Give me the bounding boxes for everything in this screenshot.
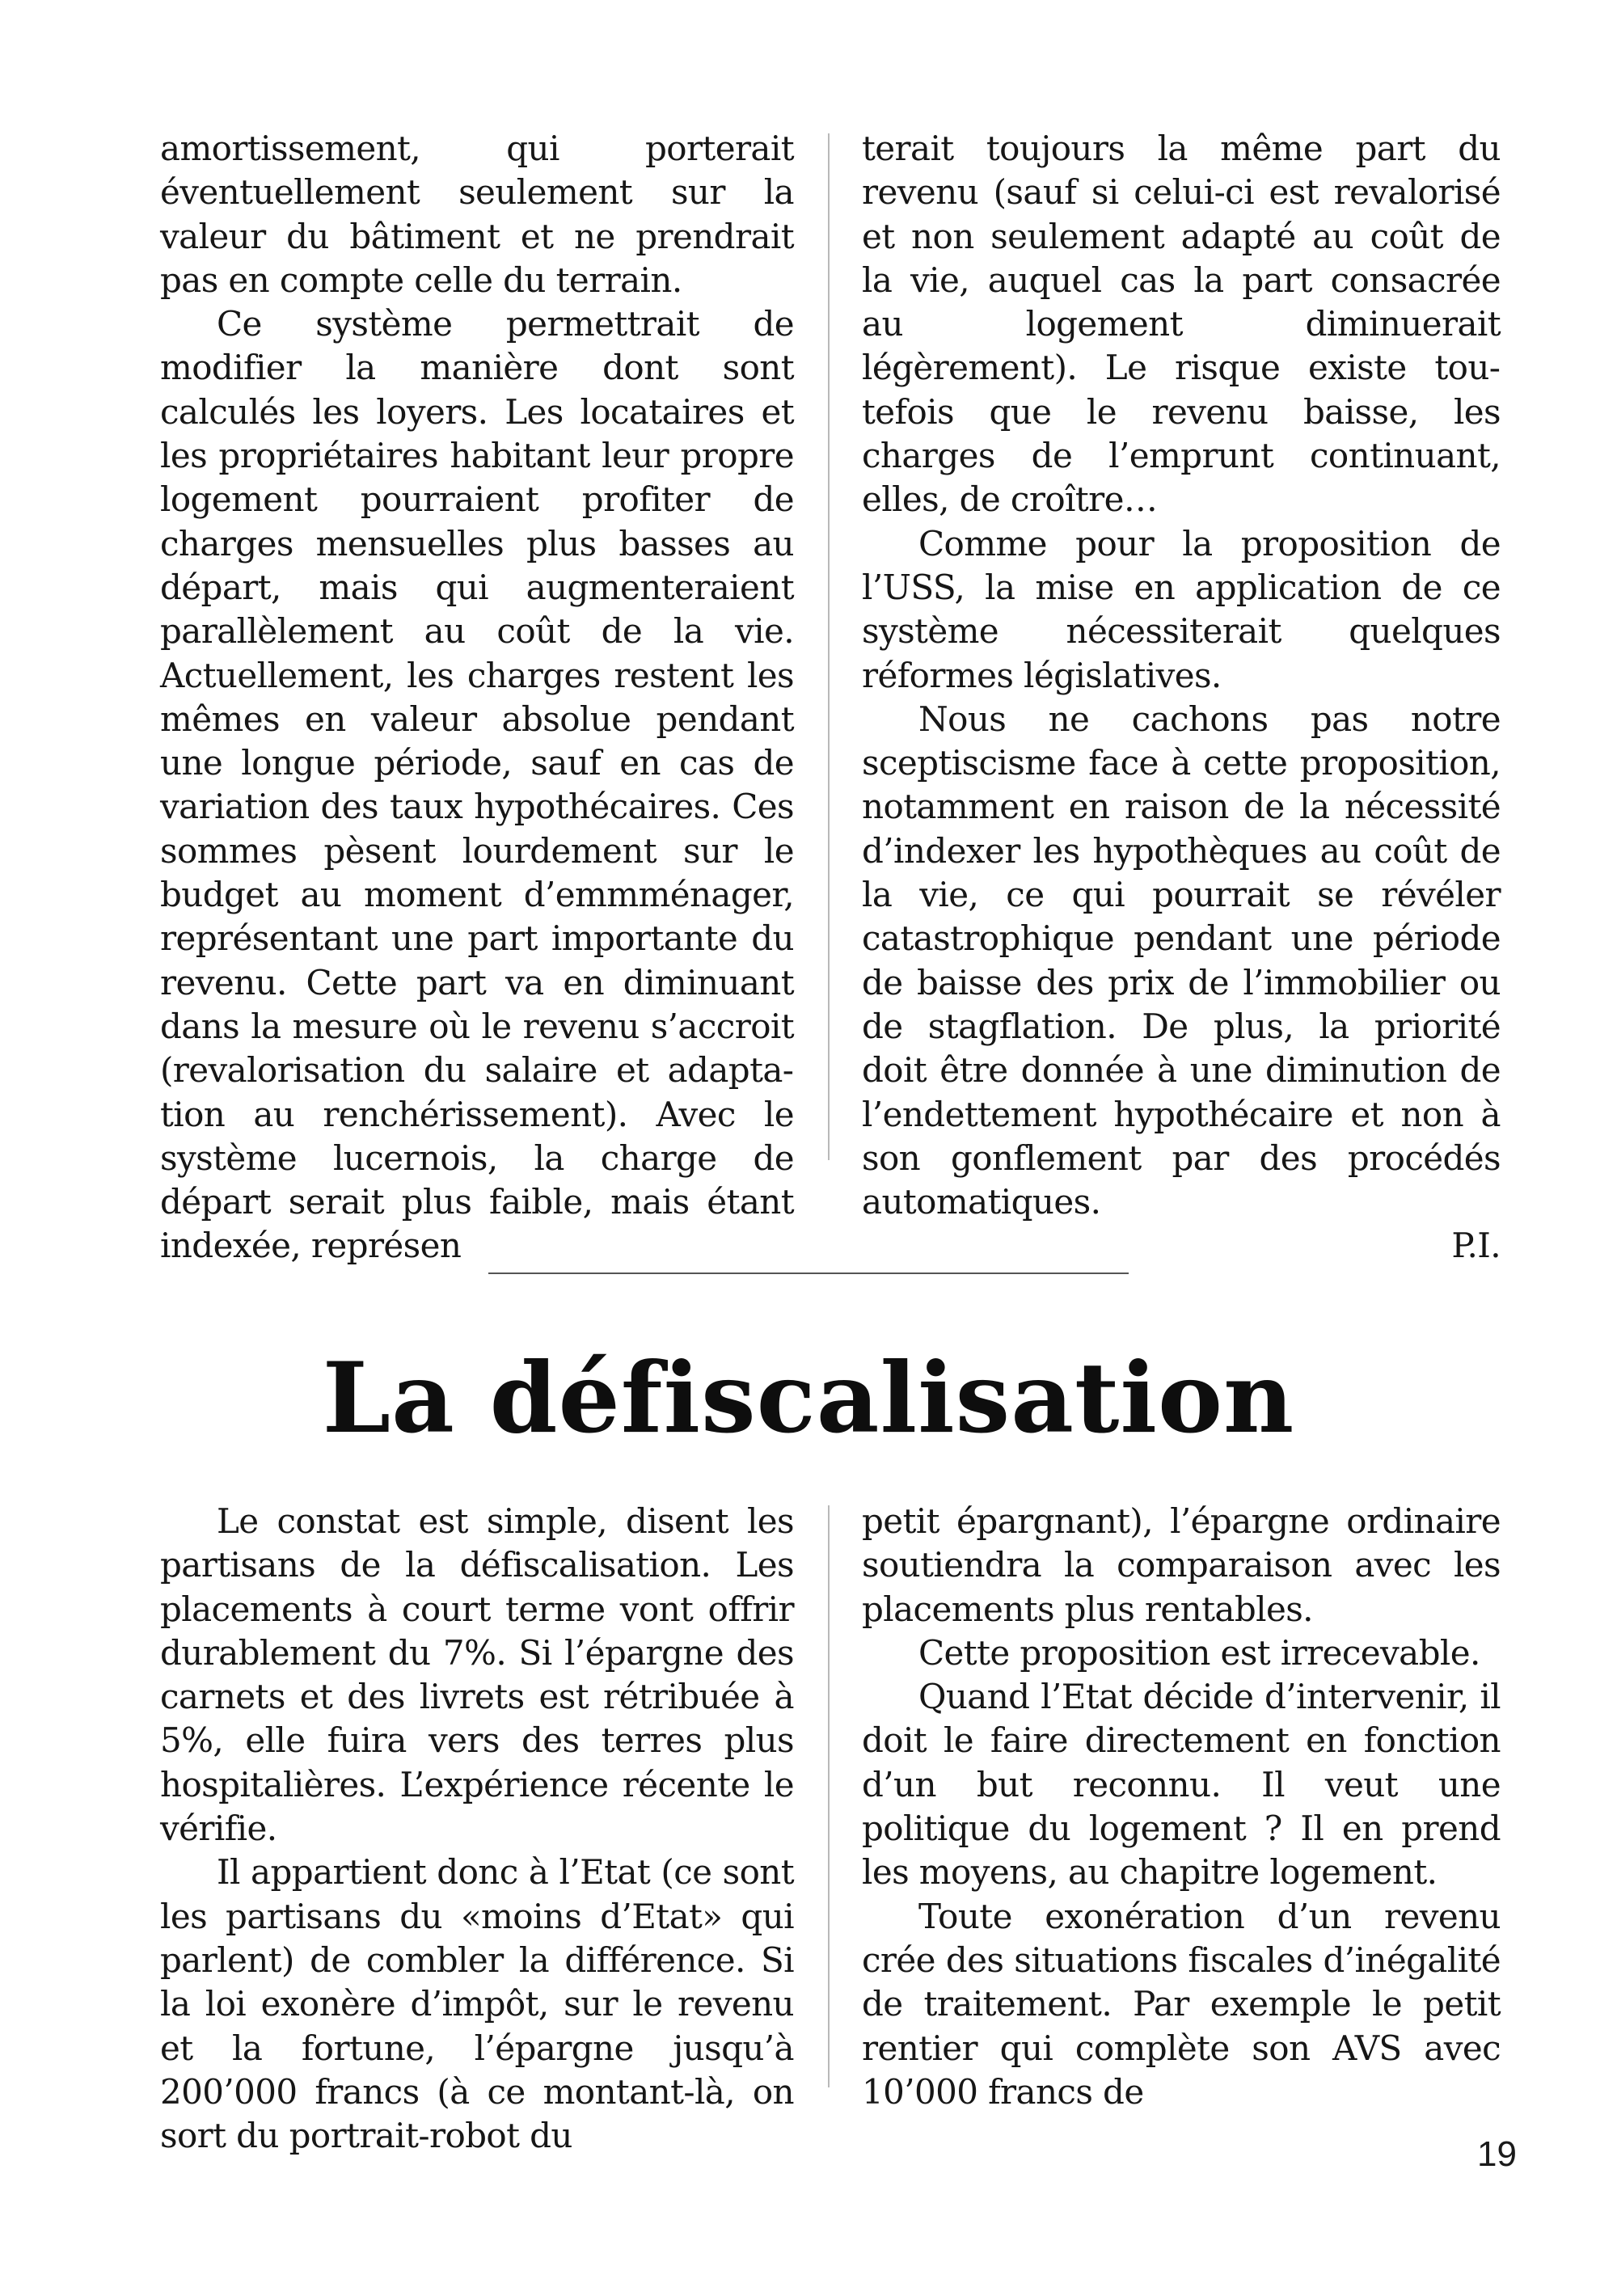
top-left-column <box>160 127 794 1268</box>
paragraph: Comme pour la proposition de l’USS, la mise en application de ce système nécessiterait quelques réformes législatives. <box>862 523 1501 695</box>
top-right-column <box>862 127 1501 1268</box>
paragraph: Il appartient donc à l’Etat (ce sont les partisans du «moins d’Etat» qui parlent) de combler la différence. Si la loi exonère d’impôt, sur le revenu et la fortune, l’épargne jusqu’à 200’000 francs (à ce montant-là, on sort du portrait-robot du <box>160 1852 794 2156</box>
paragraph: petit épargnant), l’épargne ordinaire soutiendra la comparaison avec les placements plus rentables. <box>862 1501 1501 1629</box>
paragraph: amortissement, qui porterait éventuellement seulement sur la valeur du bâtiment et ne prendrait pas en compte celle du terrain. <box>160 129 794 300</box>
column-divider <box>828 1505 830 2087</box>
paragraph: Ce système permettrait de modifier la manière dont sont calculés les loyers. Les locataires et les propriétaires habitant leur propre logement pourraient profiter de charges mensuelles plus basses au départ, mais qui augmenteraient parallèlement au coût de la vie. Actuellement, les charges restent les mêmes en valeur absolue pendant une longue période, sauf en cas de variation des taux hypothécaires. Ces sommes pèsent lourdement sur le budget au moment d’emmménager, représentant une part importante du revenu. Cette part va en diminuant dans la mesure où le revenu s’accroit (revalorisation du salaire et adaptation au renchérissement). Avec le système lucernois, la charge de départ serait plus faible, mais étant indexée, représen <box>160 304 794 1266</box>
paragraph: Nous ne cachons pas notre sceptiscisme face à cette proposition, notamment en raison de la nécessité d’indexer les hypothèques au coût de la vie, ce qui pourrait se révéler catastrophique pendant une période de baisse des prix de l’immobilier ou de stagflation. De plus, la priorité doit être donnée à une diminution de l’endettement hypothécaire et non à son gonflement par des procédés automatiques. <box>862 699 1501 1222</box>
paragraph: Quand l’Etat décide d’intervenir, il doit le faire directement en fonction d’un but reconnu. Il veut une politique du logement ? Il en prend les moyens, au chapitre logement. <box>862 1677 1501 1893</box>
bottom-right-column <box>862 1500 1501 2114</box>
paragraph: Toute exonération d’un revenu crée des situations fiscales d’inégalité de traitement. Par exemple le petit rentier qui complète son AVS avec 10’000 francs de <box>862 1896 1501 2112</box>
paragraph: Le constat est simple, disent les partisans de la défiscalisation. Les placements à court terme vont offrir durablement du 7%. Si l’épargne des carnets et des livrets est rétribuée à 5%, elle fuira vers des terres plus hospitalières. L’expérience récente le vérifie. <box>160 1501 794 1849</box>
paragraph: terait toujours la même part du revenu (sauf si celui-ci est revalorisé et non seulement adapté au coût de la vie, auquel cas la part consacrée au logement diminuerait légèrement). Le risque existe toutefois que le revenu baisse, les charges de l’emprunt continuant, elles, de croître… <box>862 129 1501 520</box>
author-signature: P.I. <box>1451 1226 1501 1266</box>
section-divider <box>488 1273 1129 1274</box>
paragraph: Cette proposition est irrecevable. <box>918 1632 1480 1673</box>
section-title: La défiscalisation <box>322 1341 1295 1455</box>
bottom-left-column <box>160 1500 794 2158</box>
column-divider <box>828 133 830 1160</box>
page-number: 19 <box>1477 2134 1517 2174</box>
